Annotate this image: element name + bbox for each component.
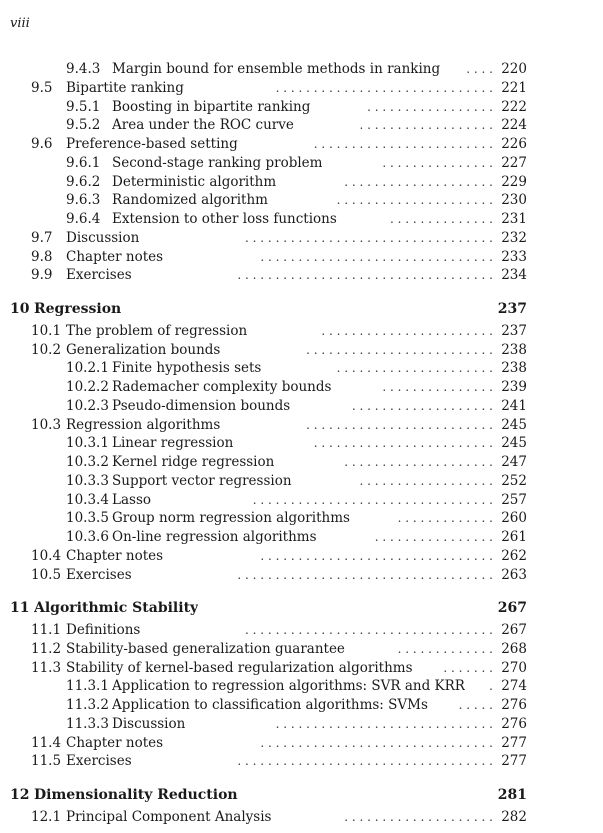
toc-section-entry[interactable] [0,248,603,266]
toc-entry-page: 224 [501,117,527,134]
toc-entry-number: 12.1 [31,808,62,825]
toc-entry-title: Chapter notes [66,248,164,265]
toc-entry-title: Discussion [66,229,140,246]
toc-entry-page: 230 [501,192,527,209]
toc-entry-title: Exercises [66,566,132,583]
toc-entry-number: 9.9 [31,267,53,284]
toc-entry-number: 11.2 [31,640,62,657]
toc-entry-title: Discussion [112,715,186,732]
toc-section-entry[interactable] [0,734,603,752]
dot-leader: . . . . . . . . . . . . . . . . . . . [348,398,493,413]
dot-leader: . . . . . . . . . . . . . . . . . . . . . . . . [309,137,493,151]
toc-entry-page: 274 [501,678,527,695]
toc-entry-page: 270 [501,659,527,676]
dot-leader: . . . . . . . . . . . . . . . . . . . . . . . . . . . . . . . [256,548,493,563]
dot-leader: . . . . . . . . . . . . . . . . . . . . . . . . . . . . . . . . . [241,230,493,245]
toc-entry-page: 267 [501,622,527,638]
toc-section-entry[interactable] [0,640,603,658]
toc-entry-number: 11.4 [31,734,62,751]
toc-subsection-entry[interactable] [0,191,603,209]
toc-entry-title: Regression [34,301,122,317]
toc-entry-page: 252 [501,472,527,489]
toc-entry-number: 10.3 [31,416,62,433]
toc-section-entry[interactable] [0,566,603,584]
toc-entry-page: 282 [501,808,527,825]
toc-entry-title: Pseudo-dimension bounds [112,397,291,414]
toc-entry-page: 276 [501,697,527,713]
dot-leader: . . . . . . . . . . . . . . . . . . . . . . . . . . . . . . . . . . [233,754,493,769]
toc-section-entry[interactable] [0,808,603,826]
toc-entry-page: 233 [501,248,527,265]
toc-subsection-entry[interactable] [0,453,603,471]
toc-entry-number: 11.3.1 [66,678,109,695]
toc-entry-page: 229 [501,173,527,190]
toc-entry-title: The problem of regression [66,322,248,339]
toc-entry-number: 9.8 [31,248,53,265]
toc-entry-title: Dimensionality Reduction [34,787,238,803]
dot-leader: . . . . . . . . . . . . . . . . . . . . . . . . . . . . . . . . [248,492,493,507]
toc-section-entry[interactable] [0,135,603,153]
toc-entry-page: 232 [501,229,527,246]
toc-section-entry[interactable] [0,322,603,340]
dot-leader: . . . . . . . . . . . . . . . . . . . . . . . . . . . . . . . . . . [233,268,493,283]
toc-entry-page: 226 [501,136,527,152]
toc-entry-page: 237 [497,301,527,317]
toc-entry-page: 257 [501,491,527,508]
dot-leader: . . . . . [454,698,493,712]
toc-entry-number: 10.2.3 [66,397,109,414]
toc-entry-page: 263 [501,566,527,583]
toc-entry-title: Exercises [66,267,132,284]
toc-entry-number: 11 [10,600,30,617]
toc-entry-page: 231 [501,211,527,227]
toc-entry-number: 10.3.3 [66,472,109,489]
toc-subsection-entry[interactable] [0,60,603,78]
toc-entry-number: 9.6.2 [66,173,101,190]
toc-entry-number: 12 [10,787,30,803]
dot-leader: . . . . . . . . . . . . . . . . . . . . . . . [317,323,493,338]
toc-section-entry[interactable] [0,659,603,677]
toc-entry-number: 11.3.3 [66,715,109,732]
toc-entry-page: 238 [501,360,527,377]
toc-entry-page: 222 [501,98,527,115]
toc-section-entry[interactable] [0,416,603,434]
toc-entry-title: Extension to other loss functions [112,211,337,227]
dot-leader: . . . . . . . . . . . . . . . . . . . . . [332,361,493,376]
toc-entry-title: Linear regression [112,435,234,452]
toc-entry-title: Rademacher complexity bounds [112,379,332,395]
toc-entry-title: Kernel ridge regression [112,454,275,470]
toc-entry-title: Group norm regression algorithms [112,510,350,527]
toc-entry-number: 9.6.1 [66,154,101,171]
dot-leader: . . . . . . . . . . . . . . . . . . . . [340,455,493,469]
toc-section-entry[interactable] [0,266,603,284]
dot-leader: . . . . [462,62,493,76]
dot-leader: . . . . . . . . . . . . . . . . . . . . . . . . . . . . . . . . . . [233,567,493,582]
toc-subsection-entry[interactable] [0,472,603,490]
toc-entry-title: Chapter notes [66,734,164,751]
dot-leader: . . . . . . . . . . . . . . . . . . [355,118,493,133]
toc-entry-title: Finite hypothesis sets [112,360,262,377]
toc-entry-title: Preference-based setting [66,136,238,152]
toc-entry-page: 245 [501,435,527,452]
dot-leader: . . . . . . . . . . . . . . . [378,380,493,394]
toc-entry-page: 221 [501,79,527,96]
toc-section-entry[interactable] [0,752,603,770]
toc-entry-number: 10.2 [31,341,62,358]
toc-chapter-entry[interactable] [0,300,603,318]
dot-leader: . . . . . . . . . . . . . . . . . . . . . . . . . . . . . . . . . [241,623,493,637]
toc-section-entry[interactable] [0,229,603,247]
toc-entry-title: Area under the ROC curve [112,117,294,134]
toc-entry-page: 227 [501,154,527,171]
dot-leader: . . . . . . . . . . . . . . . . [370,530,493,544]
toc-subsection-entry[interactable] [0,173,603,191]
toc-subsection-entry[interactable] [0,397,603,415]
toc-entry-title: Definitions [66,622,141,638]
toc-entry-number: 9.6.4 [66,211,101,227]
toc-entry-page: 261 [501,529,527,545]
toc-section-entry[interactable] [0,79,603,97]
toc-entry-number: 11.3.2 [66,697,109,713]
dot-leader: . . . . . . . . . . . . . . [386,212,493,226]
toc-entry-number: 9.5.2 [66,117,101,134]
toc-subsection-entry[interactable] [0,677,603,695]
toc-entry-page: 234 [501,267,527,284]
toc-entry-number: 11.3 [31,659,62,676]
toc-entry-number: 10.2.2 [66,379,109,395]
toc-entry-title: Support vector regression [112,472,292,489]
toc-entry-title: Generalization bounds [66,341,221,358]
toc-entry-page: 237 [501,322,527,339]
dot-leader: . . . . . . . . . . . . . . . . . . . . . [332,193,493,208]
toc-entry-number: 10 [10,301,30,317]
toc-entry-number: 9.6 [31,136,53,152]
dot-leader: . . . . . . . . . . . . . . . [378,155,493,170]
toc-entry-title: Stability-based generalization guarantee [66,640,345,657]
toc-entry-number: 10.3.1 [66,435,109,452]
toc-chapter-entry[interactable] [0,786,603,804]
dot-leader: . . . . . . . . . . . . . . . . . . . . . . . . [309,436,493,451]
toc-subsection-entry[interactable] [0,359,603,377]
toc-subsection-entry[interactable] [0,528,603,546]
dot-leader: . . . . . . . . . . . . . . . . . . . . . . . . . . . . . [271,716,493,731]
toc-subsection-entry[interactable] [0,696,603,714]
toc-entry-page: 247 [501,454,527,470]
toc-entry-number: 10.5 [31,566,62,583]
toc-subsection-entry[interactable] [0,509,603,527]
toc-entry-number: 10.3.6 [66,529,109,545]
toc-entry-number: 10.1 [31,322,62,339]
dot-leader: . . . . . . . . . . . . . . . . . [363,99,493,114]
toc-section-entry[interactable] [0,341,603,359]
toc-entry-title: Principal Component Analysis [66,808,272,825]
dot-leader: . . . . . . . . . . . . . . . . . . . . [340,809,493,824]
toc-entry-page: 276 [501,715,527,732]
toc-subsection-entry[interactable] [0,715,603,733]
toc-entry-page: 238 [501,341,527,358]
dot-leader: . . . . . . . . . . . . . . . . . . . . . . . . . [302,417,493,432]
dot-leader: . . . . . . . . . . . . . . . . . . . . . . . . . . . . . . . [256,735,493,750]
toc-entry-number: 10.4 [31,547,62,564]
toc-entry-number: 9.6.3 [66,192,101,209]
toc-chapter-entry[interactable] [0,599,603,617]
dot-leader: . . . . . . . . . . . . . [393,641,493,656]
toc-entry-title: Application to regression algorithms: SVR and KRR [112,678,465,695]
toc-entry-title: Lasso [112,491,151,508]
toc-entry-title: On-line regression algorithms [112,529,317,545]
toc-entry-title: Randomized algorithm [112,192,268,209]
toc-entry-number: 10.3.4 [66,491,109,508]
dot-leader: . . . . . . . . . . . . . [393,511,493,526]
toc-entry-title: Application to classification algorithms: SVMs [112,697,428,713]
toc-subsection-entry[interactable] [0,154,603,172]
toc-entry-number: 10.3.5 [66,510,109,527]
toc-subsection-entry[interactable] [0,116,603,134]
toc-entry-title: Chapter notes [66,547,164,564]
toc-entry-number: 9.4.3 [66,61,101,77]
toc-entry-title: Algorithmic Stability [34,600,199,617]
toc-entry-number: 10.2.1 [66,360,109,377]
toc-entry-number: 9.7 [31,229,53,246]
toc-entry-title: Regression algorithms [66,416,221,433]
toc-entry-page: 267 [497,600,527,617]
toc-entry-title: Stability of kernel-based regularization algorithms [66,659,413,676]
toc-subsection-entry[interactable] [0,98,603,116]
toc-entry-page: 220 [501,61,527,77]
page-number: viii [10,16,30,31]
toc-section-entry[interactable] [0,621,603,639]
toc-entry-page: 239 [501,379,527,395]
toc-entry-number: 11.1 [31,622,62,638]
toc-subsection-entry[interactable] [0,210,603,228]
toc-subsection-entry[interactable] [0,491,603,509]
toc-entry-number: 9.5.1 [66,98,101,115]
toc-section-entry[interactable] [0,547,603,565]
dot-leader: . . . . . . . . . . . . . . . . . . . . . . . . . . . . . . . [256,249,493,264]
dot-leader: . . . . . . . . . . . . . . . . . . [355,473,493,488]
toc-entry-title: Second-stage ranking problem [112,154,323,171]
dot-leader: . [485,679,493,694]
dot-leader: . . . . . . . . . . . . . . . . . . . . . . . . . . . . . [271,80,493,95]
toc-subsection-entry[interactable] [0,434,603,452]
toc-entry-page: 262 [501,547,527,564]
toc-entry-page: 268 [501,640,527,657]
toc-entry-title: Margin bound for ensemble methods in ranking [112,61,441,77]
toc-entry-page: 277 [501,753,527,770]
toc-entry-title: Deterministic algorithm [112,173,277,190]
dot-leader: . . . . . . . . . . . . . . . . . . . . . . . . . [302,342,493,357]
toc-entry-title: Exercises [66,753,132,770]
toc-entry-title: Bipartite ranking [66,79,184,96]
toc-entry-number: 9.5 [31,79,53,96]
toc-subsection-entry[interactable] [0,378,603,396]
toc-entry-number: 11.5 [31,753,62,770]
toc-entry-page: 245 [501,416,527,433]
toc-entry-page: 281 [497,787,527,803]
dot-leader: . . . . . . . [439,660,493,675]
toc-entry-page: 277 [501,734,527,751]
toc-entry-number: 10.3.2 [66,454,109,470]
toc-entry-page: 260 [501,510,527,527]
toc-entry-page: 241 [501,397,527,414]
dot-leader: . . . . . . . . . . . . . . . . . . . . [340,174,493,189]
toc-entry-title: Boosting in bipartite ranking [112,98,311,115]
